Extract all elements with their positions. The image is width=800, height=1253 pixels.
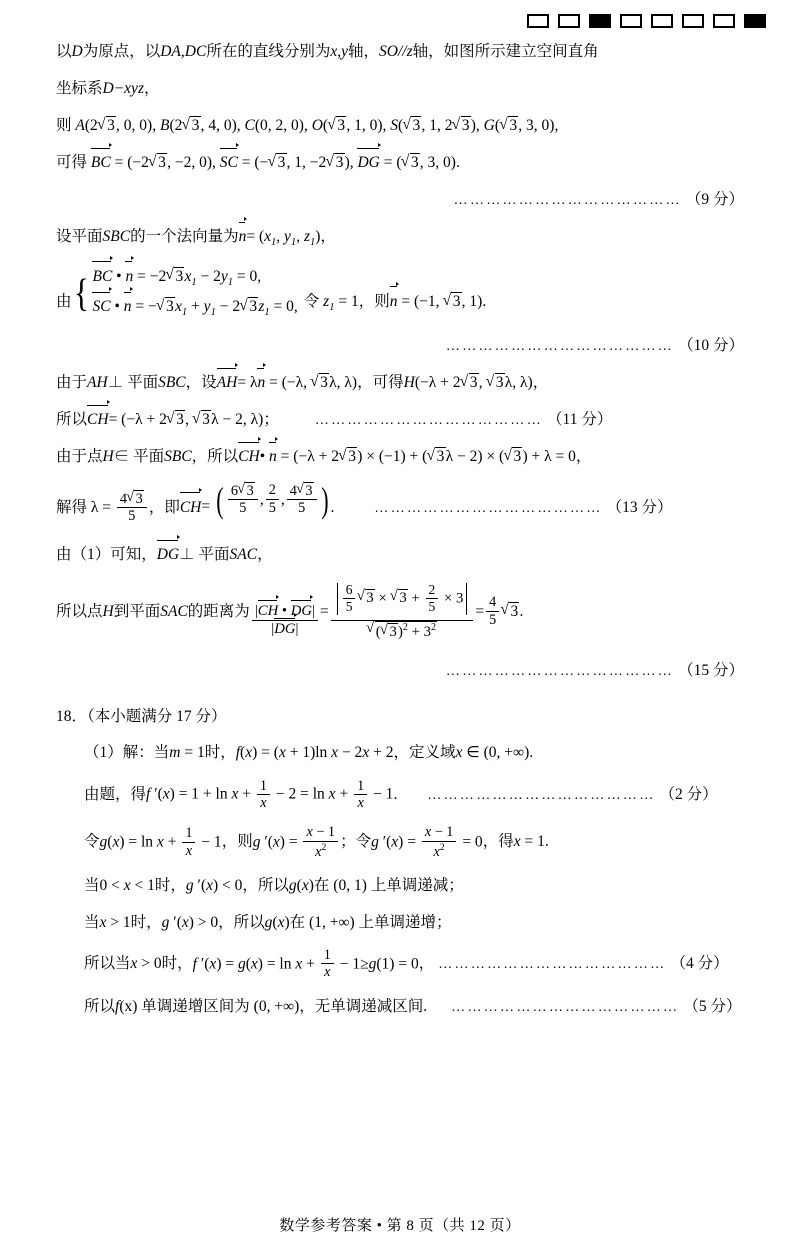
range-gt-1: x > 1 [99, 913, 131, 931]
vector-SC-value: = (− √ 3, 1, −2 √ 3) [238, 154, 350, 171]
text: ， [418, 955, 435, 973]
plane-SAC: SAC [160, 602, 188, 620]
g-prime-positive: g ′(x) > 0 [161, 913, 219, 931]
score-label: （4 分） [670, 955, 729, 973]
range-gt-0: x > 0 [130, 955, 162, 973]
vectors-line: 可得 BC = (−2 √ 3, −2, 0), SC = (− √ 3, 1, −2 √ 3), DG = ( √ 3, 3, 0). [56, 151, 744, 175]
text: 坐标系 [56, 80, 103, 98]
point-H: H [102, 602, 114, 620]
segment-DA: DA [160, 43, 181, 60]
text: 由于点 [56, 448, 103, 466]
text: . [519, 602, 524, 620]
text: ，则 [221, 833, 253, 851]
text: 令 [84, 833, 100, 851]
vector-n: n [239, 225, 247, 249]
in-plane-condition [56, 445, 744, 469]
axis-z: z [406, 43, 413, 60]
vector-CH: CH [238, 445, 260, 469]
ch-final-value: = ( $\frac{6 √ 3}{5}$ , $\frac{2}{5}$ , $\frac{4 √ 3}{5}$ ) [201, 482, 330, 519]
text: ，所以 [218, 913, 265, 931]
g-derivative-zero: g ′(x) = $\frac{x - 1}{x^2}$ = 0 [371, 824, 483, 860]
text: ∈ 平面 [113, 448, 165, 466]
page-marker [558, 14, 580, 28]
frame-xyz: −xyz [113, 80, 144, 98]
point-S: S [390, 117, 399, 135]
plane-SBC: SBC [102, 228, 131, 246]
lambda-solution-row [56, 479, 744, 525]
page-marker [682, 14, 704, 28]
vector-CH-value: = (−λ + 2 √ 3, √ 3λ − 2, λ) [109, 408, 264, 432]
plane-SBC: SBC [164, 448, 192, 466]
vector-SC: SC [220, 151, 238, 175]
text: 所以 [56, 411, 88, 429]
point-A: A [75, 117, 85, 135]
system-of-equations: 由 { BC • n = −2 √ $3x_1 - 2y_1 = 0$, SC • n = − √ $3x_1 + y_1 - 2$ √ $3z_1 = 0$, 令 $z_1 = 1$ ，则 n = (−1, √ 3, 1) . [56, 265, 744, 322]
text: ；令 [340, 833, 372, 851]
dot-leader: …………………………………… [438, 957, 667, 973]
m-value: m = 1 [169, 744, 205, 762]
distance-result: $\frac{4}{5}$ √ 3 [484, 595, 519, 629]
line-SO: SO// [379, 43, 407, 60]
vector-AH-expr: = λn = (−λ, √ 3λ, λ) [237, 371, 357, 395]
text: 时， [130, 913, 162, 931]
text: = [475, 602, 485, 620]
text: 可得 [56, 154, 91, 172]
point-C: C [244, 117, 255, 135]
text: ，得 [482, 833, 514, 851]
coordinate-setup-line1 [56, 40, 744, 64]
p18-decreasing-line [56, 874, 744, 898]
text: ， [320, 228, 336, 246]
page-marker [713, 14, 735, 28]
distance-fraction: $\frac{|CH • DG|}{|DG|}$ [252, 603, 318, 638]
point-H: H [403, 374, 415, 392]
text: 当 [84, 876, 100, 894]
text: ⊥ 平面 [179, 546, 230, 564]
text: ， [532, 374, 549, 392]
text: 的一个法向量为 [130, 228, 239, 246]
g-function: g(x) [264, 913, 290, 931]
text: 所以 [84, 997, 116, 1015]
text: 所以当 [84, 955, 131, 973]
system-equation-1: BC • n = −2 √ $3x_1 - 2y_1 = 0$, [92, 265, 297, 291]
text: = [319, 602, 329, 620]
vector-n-components: = ($x_1$, $y_1$, $z_1$) [246, 228, 321, 249]
text: 时， [161, 955, 193, 973]
text: ，定义域 [393, 744, 456, 762]
g-definition: g(x) = ln x + $\frac{1}{x}$ − 1 [99, 825, 222, 859]
vector-BC-value: = (−2 √ 3, −2, 0) [111, 154, 212, 171]
let-z-value: 令 $z_1 = 1$ [303, 292, 359, 313]
page-footer: 数学参考答案 • 第 8 页（共 12 页） [279, 1218, 521, 1234]
coord-O-value: ( √ 3, 1, 0) [323, 117, 383, 134]
coord-S-value: ( √ 3, 1, 2 √ 3) [398, 117, 476, 134]
text: 时， [154, 876, 186, 894]
text: . [330, 498, 335, 516]
vector-DG-value: = ( √ 3, 3, 0) [380, 154, 456, 171]
score-label: （15 分） [678, 662, 744, 680]
function-definition: f(x) = (x + 1)ln x − 2x + 2 [235, 744, 394, 762]
range-0-1: 0 < x < 1 [99, 876, 155, 894]
document-content [56, 0, 744, 1019]
f-prime-inequality: f ′(x) = g(x) = ln x + $\frac{1}{x}$ − 1≥g(1) = 0 [192, 947, 419, 981]
segment-DC: DC [184, 43, 207, 60]
p18-derivative-row [56, 778, 744, 812]
normal-result: n = (−1, √ 3, 1) [390, 290, 483, 314]
dot-leader: …………………………………… [451, 999, 680, 1015]
coord-C-value: (0, 2, 0) [254, 117, 304, 135]
function-f: f [115, 997, 120, 1015]
text: 由（1）可知， [56, 546, 157, 564]
text: ，则 [358, 292, 390, 310]
p18-increasing-line [56, 911, 744, 935]
text: ，所以 [191, 448, 239, 466]
p18-part1-line [56, 741, 744, 765]
text: 为原点，以 [82, 43, 161, 60]
vector-DG: DG [157, 543, 179, 567]
page-marker [620, 14, 642, 28]
text: 由题，得 [84, 785, 147, 803]
dot-leader: …………………………………… [374, 500, 603, 516]
text: 轴， [348, 43, 380, 60]
text: ， [143, 80, 160, 98]
vector-CH: CH [87, 408, 109, 432]
text: 时， [204, 744, 236, 762]
point-O: O [311, 117, 323, 135]
score-row-10 [56, 334, 744, 358]
text: 所以点 [56, 602, 103, 620]
text: 则 [56, 117, 76, 135]
distance-expanded: $\frac{6}{5}$ √ 3 × √ 3 + $\frac{2}{5}$ × 3 √ ( √ $3)^2 + 3^2$ [331, 583, 474, 641]
score-label: （2 分） [659, 785, 718, 803]
score-row-9 [56, 188, 744, 212]
text: . [393, 785, 398, 803]
coordinate-setup-line2 [56, 77, 744, 101]
vector-AH: AH [217, 371, 238, 395]
axis-x: x [330, 43, 338, 60]
dot-leader: …………………………………… [445, 664, 675, 680]
monotonic-conclusion: (x) 单调递增区间为 (0, +∞)，无单调递减区间. [119, 997, 428, 1015]
score-label: （5 分） [683, 997, 742, 1015]
problem-number: 18． [56, 708, 88, 726]
score-label: （11 分） [547, 411, 613, 429]
point-B: B [159, 117, 170, 135]
dot-product-equation: • n = (−λ + 2 √ 3) × (−1) + ( √ 3λ − 2) × ( √ 3) + λ = 0 [260, 445, 576, 469]
axis-y: y [341, 43, 348, 60]
text: . [455, 154, 460, 172]
plane-SBC: SBC [158, 374, 186, 392]
segment-AH: AH [87, 374, 108, 392]
point-H: H [102, 448, 114, 466]
text: ⊥ 平面 [107, 374, 159, 392]
text: ； [263, 411, 279, 429]
coord-G-value: ( √ 3, 3, 0) [495, 117, 555, 134]
score-label: （13 分） [606, 498, 673, 516]
text: ，可得 [357, 374, 404, 392]
page-marker [744, 14, 766, 28]
text: 轴，如图所示建立空间直角 [412, 43, 599, 60]
text: 到平面 [113, 602, 161, 620]
dot-leader: …………………………………… [453, 193, 682, 209]
text: 设平面 [56, 228, 103, 246]
g-derivative: g ′(x) = $\frac{x - 1}{x^2}$ [253, 825, 340, 861]
p18-conclusion-row [56, 948, 744, 982]
vector-DG: DG [357, 151, 379, 175]
text: 所在的直线分别为 [206, 43, 331, 60]
page-marker [527, 14, 549, 28]
text: ， [257, 546, 273, 564]
coordinates-line: 则 A(2 √ 3, 0, 0), B(2 √ 3, 4, 0), C(0, 2, 0), O( √ 3, 1, 0), S( √ 3, 1, 2 √ 3), G( √ 3, 3, 0), [56, 114, 744, 138]
text: 以 [56, 43, 72, 60]
ch-vector-row [56, 408, 744, 432]
problem-18-heading [56, 705, 744, 729]
g-prime-negative: g ′(x) < 0 [185, 876, 243, 894]
dot-leader: …………………………………… [427, 787, 656, 803]
text: 的距离为 [187, 602, 250, 620]
by-label: 由 [56, 292, 72, 310]
problem-title: （本小题满分 17 分） [87, 708, 227, 726]
lambda-solution: 解得 λ = $\frac{4 √ 3}{5}$ [56, 491, 149, 526]
text: . [544, 833, 549, 851]
text: ，所以 [242, 876, 289, 894]
vector-BC: BC [91, 151, 111, 175]
page-marker [651, 14, 673, 28]
text: ， [575, 448, 592, 466]
dot-leader: …………………………………… [445, 339, 675, 355]
page-marker-bar [527, 14, 766, 28]
x-critical: x = 1 [513, 833, 545, 851]
text: . [529, 744, 534, 762]
point-H-value: (−λ + 2 √ 3, √ 3λ, λ) [415, 371, 533, 395]
text: 当 [84, 913, 100, 931]
distance-computation [56, 583, 744, 641]
text: 由于 [56, 374, 88, 392]
text: ，设 [185, 374, 217, 392]
point-G: G [483, 117, 495, 135]
text: , [337, 43, 342, 60]
equation-system [72, 265, 298, 322]
left-brace: { [73, 270, 89, 315]
frame-D: D [102, 80, 114, 98]
score-row-15 [56, 659, 744, 683]
p18-g-definition [56, 825, 744, 861]
system-equation-2: SC • n = − √ $3x_1 + y_1 - 2$ √ $3z_1 = 0$, [92, 295, 297, 321]
coord-A-value: (2 √ 3, 0, 0) [85, 117, 152, 134]
domain-value: x ∈ (0, +∞) [455, 744, 530, 762]
p18-final-row [56, 995, 744, 1019]
from-part1-line [56, 543, 744, 567]
text: ，即 [148, 498, 180, 516]
g-function: g(x) [288, 876, 314, 894]
plane-SAC: SAC [229, 546, 258, 564]
derivative-expression: f ′(x) = 1 + ln x + $\frac{1}{x}$ − 2 = ln x + $\frac{1}{x}$ − 1 [146, 777, 394, 812]
score-label: （10 分） [678, 337, 744, 355]
text: （1）解：当 [84, 744, 170, 762]
coord-B-value: (2 √ 3, 4, 0) [169, 117, 236, 134]
normal-vector-line [56, 225, 744, 251]
text: 在 (1, +∞) 上单调递增； [289, 913, 452, 931]
vector-CH: CH [180, 496, 202, 520]
point-D: D [71, 43, 83, 60]
text: , [180, 43, 185, 60]
text: 在 (0, 1) 上单调递减； [313, 876, 464, 894]
score-label: （9 分） [685, 191, 744, 209]
page-marker [589, 14, 611, 28]
ah-perpendicular-line [56, 371, 744, 395]
dot-leader: …………………………………… [314, 413, 544, 429]
